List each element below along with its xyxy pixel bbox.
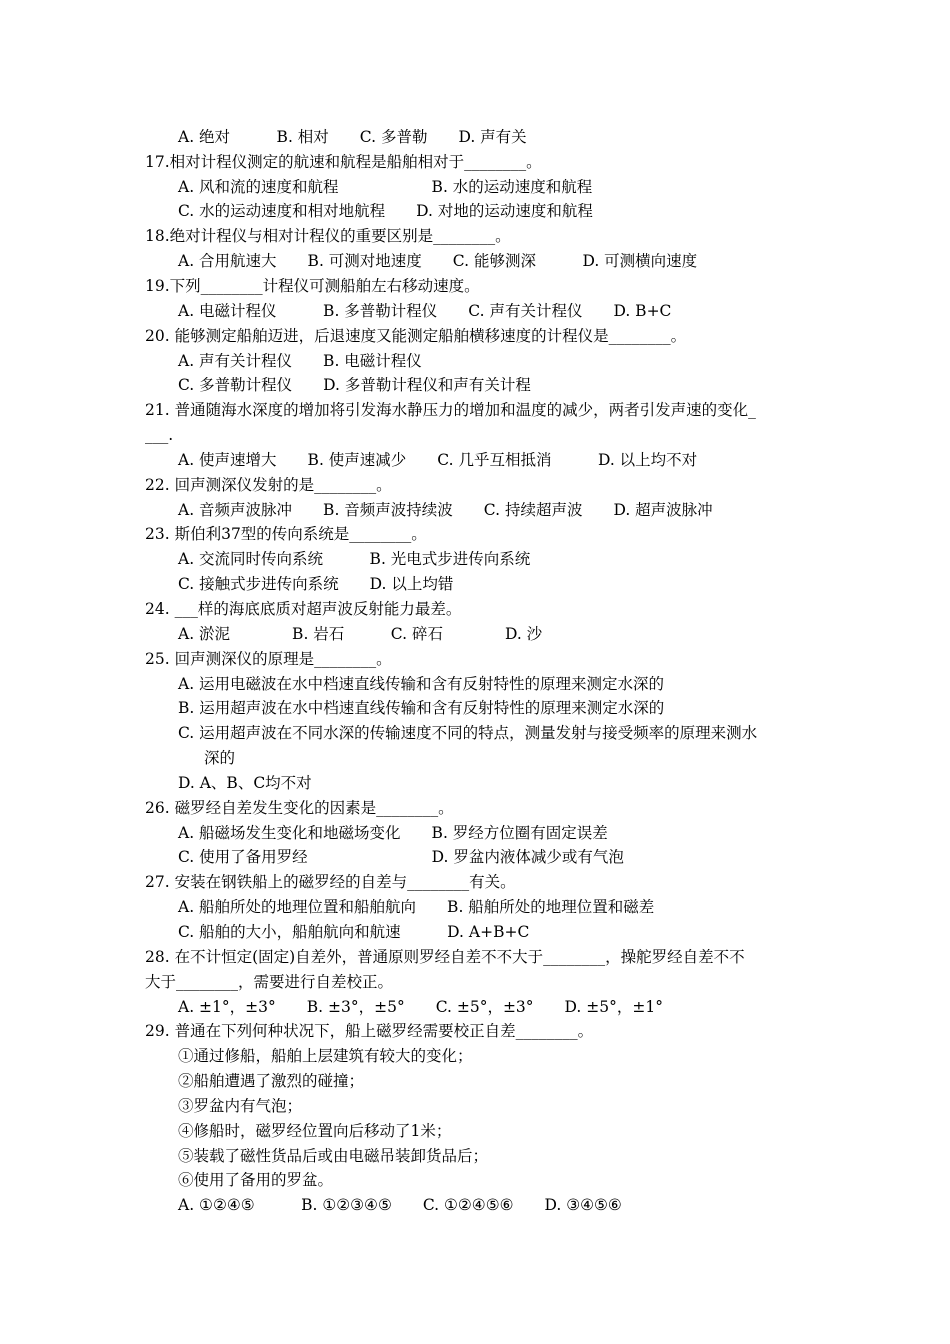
q23-options-row2: C. 接触式步进传向系统 D. 以上均错 [178,575,454,593]
q25-option-c-cont: 深的 [204,749,236,767]
q29-item-4: ④修船时，磁罗经位置向后移动了1米； [178,1122,452,1140]
q18-options: A. 合用航速大 B. 可测对地速度 C. 能够测深 D. 可测横向速度 [178,252,698,270]
q26-question: 26. 磁罗经自差发生变化的因素是________。 [145,799,454,817]
q16-options: A. 绝对 B. 相对 C. 多普勒 D. 声有关 [178,128,527,146]
q29-item-1: ①通过修船，船舶上层建筑有较大的变化； [178,1047,473,1065]
q25-option-b: B. 运用超声波在水中档速直线传输和含有反射特性的原理来测定水深的 [178,699,665,717]
q19-question: 19.下列________计程仪可测船舶左右移动速度。 [145,277,480,295]
q23-options-row1: A. 交流同时传向系统 B. 光电式步进传向系统 [178,550,531,568]
q17-question: 17.相对计程仪测定的航速和航程是船舶相对于________。 [145,153,542,171]
q25-option-d: D. A、B、C均不对 [178,774,312,792]
q22-options: A. 音频声波脉冲 B. 音频声波持续波 C. 持续超声波 D. 超声波脉冲 [178,501,713,519]
q29-options: A. ①②④⑤ B. ①②③④⑤ C. ①②④⑤⑥ D. ③④⑤⑥ [178,1196,622,1214]
q27-question: 27. 安装在钢铁船上的磁罗经的自差与________有关。 [145,873,516,891]
q20-question: 20. 能够测定船舶迈进，后退速度又能测定船舶横移速度的计程仪是________。 [145,327,687,345]
q18-question: 18.绝对计程仪与相对计程仪的重要区别是________。 [145,227,511,245]
q20-options-row2: C. 多普勒计程仪 D. 多普勒计程仪和声有关计程 [178,376,531,394]
q25-option-c: C. 运用超声波在不同水深的传输速度不同的特点，测量发射与接受频率的原理来测水 [178,724,758,742]
q28-question: 28. 在不计恒定(固定)自差外，普通原则罗经自差不不大于________，操舵罗经自差不不 [145,948,745,966]
q29-item-3: ③罗盆内有气泡； [178,1097,303,1115]
q29-item-6: ⑥使用了备用的罗盆。 [178,1171,334,1189]
q22-question: 22. 回声测深仪发射的是________。 [145,476,392,494]
q26-options-row2: C. 使用了备用罗经 D. 罗盆内液体减少或有气泡 [178,848,624,866]
q20-options-row1: A. 声有关计程仪 B. 电磁计程仪 [178,352,422,370]
q24-question: 24. ___样的海底底质对超声波反射能力最差。 [145,600,462,618]
q21-options: A. 使声速增大 B. 使声速减少 C. 几乎互相抵消 D. 以上均不对 [178,451,698,469]
q19-options: A. 电磁计程仪 B. 多普勒计程仪 C. 声有关计程仪 D. B+C [178,302,672,320]
q29-item-2: ②船舶遭遇了激烈的碰撞； [178,1072,365,1090]
q21-question: 21. 普通随海水深度的增加将引发海水静压力的增加和温度的减少，两者引发声速的变化_ [145,401,756,419]
q26-options-row1: A. 船磁场发生变化和地磁场变化 B. 罗经方位圈有固定误差 [178,824,608,842]
q28-options: A. ±1°，±3° B. ±3°，±5° C. ±5°，±3° D. ±5°，±1° [178,998,663,1016]
q25-option-a: A. 运用电磁波在水中档速直线传输和含有反射特性的原理来测定水深的 [178,675,665,693]
q17-options-row1: A. 风和流的速度和航程 B. 水的运动速度和航程 [178,178,593,196]
q27-options-row1: A. 船舶所处的地理位置和船舶航向 B. 船舶所处的地理位置和磁差 [178,898,655,916]
q23-question: 23. 斯伯利37型的传向系统是________。 [145,525,427,543]
q25-question: 25. 回声测深仪的原理是________。 [145,650,392,668]
q29-question: 29. 普通在下列何种状况下，船上磁罗经需要校正自差________。 [145,1022,594,1040]
q17-options-row2: C. 水的运动速度和相对地航程 D. 对地的运动速度和航程 [178,202,593,220]
q29-item-5: ⑤装载了磁性货品后或由电磁吊装卸货品后； [178,1147,489,1165]
q21-question-cont: ___. [145,426,174,444]
q27-options-row2: C. 船舶的大小，船舶航向和航速 D. A+B+C [178,923,530,941]
q24-options: A. 淤泥 B. 岩石 C. 碎石 D. 沙 [178,625,543,643]
q28-question-cont: 大于________，需要进行自差校正。 [145,973,394,991]
